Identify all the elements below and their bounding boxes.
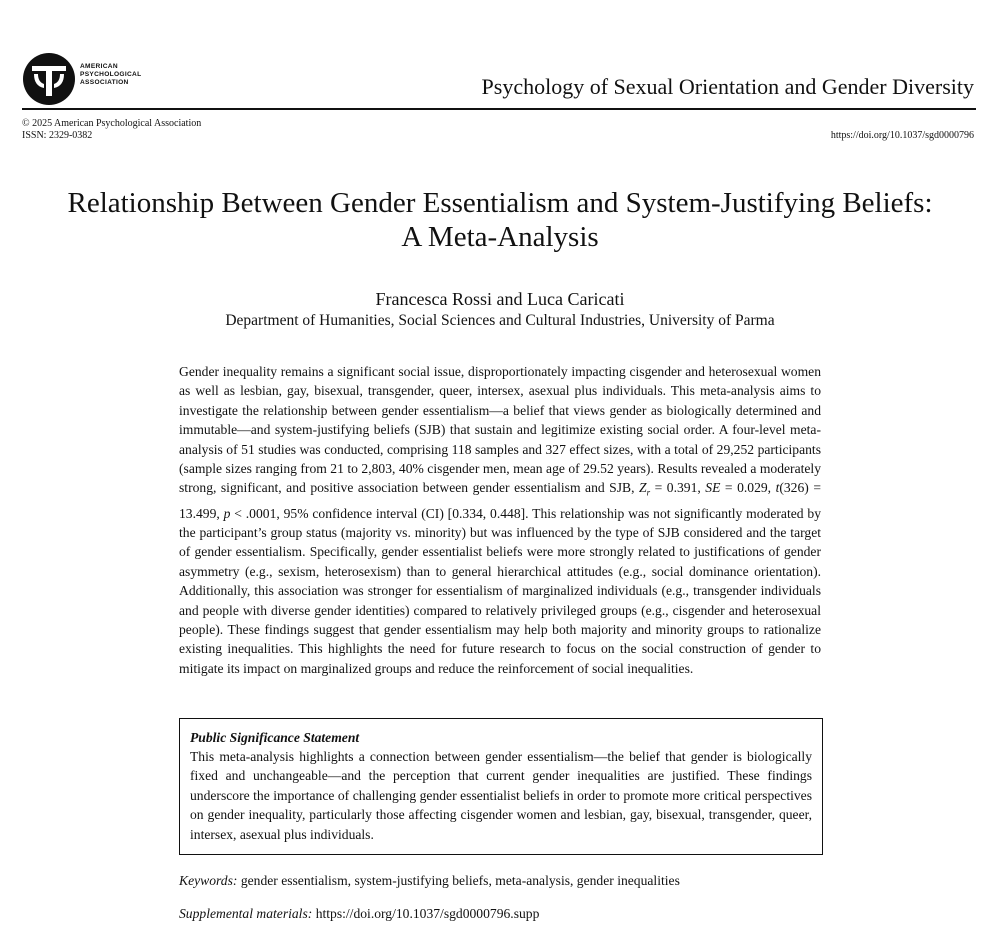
keywords-label: Keywords: <box>179 873 238 888</box>
apa-logo-icon <box>22 52 76 106</box>
stat-p-value: < .0001, 95% confidence interval (CI) [0.334, 0.448] <box>230 505 526 521</box>
public-significance-box <box>179 718 823 855</box>
stat-zr-value: = 0.391, <box>650 480 706 496</box>
stat-zr-symbol: Z <box>639 480 647 496</box>
organization-name <box>80 63 200 87</box>
abstract-text: Gender inequality remains a significant social issue, disproportionately impacting cisgender and heterosexual women as well as lesbian, gay, bisexual, transgender, queer, intersex, asexual plus individuals. This meta-analysis aims to investigate the relationship between gender essentialism—a belief that views gender as biologically determined and immutable—and system-justifying beliefs (SJB) that sustain and legitimize existing social order. A four-level meta-analysis of 51 studies was conducted, comprising 118 samples and 327 effect sizes, with a total of 29,252 participants (sample sizes ranging from 21 to 2,803, 40% cisgender men, mean age of 29.52 years). Results revealed a moderately strong, significant, and positive association between gender essentialism and SJB, <box>179 364 821 496</box>
public-significance-title: Public Significance Statement <box>190 730 360 745</box>
issn: ISSN: 2329-0382 <box>22 130 93 141</box>
affiliation: Department of Humanities, Social Sciences and Cultural Industries, University of Parma <box>225 312 775 329</box>
article-title: Relationship Between Gender Essentialism and System-Justifying Beliefs: A Meta-Analysis <box>67 187 933 253</box>
keywords-value: gender essentialism, system-justifying beliefs, meta-analysis, gender inequalities <box>240 873 680 888</box>
stat-t-value: (326) = 13.499, <box>179 480 821 521</box>
supplemental-link[interactable]: https://doi.org/10.1037/sgd0000796.supp <box>315 906 540 921</box>
abstract-text: . This relationship was not significantly moderated by the participant’s group status (majority vs. minority) but was influenced by the type of SJB considered and the target of gender essentialism. Specifically, gender essentialist beliefs were more strongly related to justifications of gender asymmetry (e.g., sexism, heterosexism) than to general hierarchical attitudes (e.g., social dominance orientation). Additionally, this association was stronger for essentialism of marginalized individuals (e.g., transgender individuals and people with diverse gender identities) compared to relatively privileged groups (e.g., cisgender and heterosexual people). These findings suggest that gender essentialism may help both majority and minority groups to rationalize existing inequalities. This highlights the need for future research to focus on the social construction of gender to mitigate its impact on marginalized groups and reduce the reinforcement of social inequalities. <box>179 505 821 676</box>
stat-se-value: = 0.029, <box>720 480 776 496</box>
stat-p-symbol: p <box>223 505 231 521</box>
abstract <box>179 362 821 678</box>
header-divider <box>22 108 976 110</box>
organization-line: ASSOCIATION <box>80 79 129 86</box>
stat-zr-subscript: r <box>646 488 651 499</box>
supplemental-materials <box>179 905 539 923</box>
public-significance-body: This meta-analysis highlights a connection between gender essentialism—the belief that gender is biologically fixed and unchangeable—and the perception that current gender inequalities are justified. These findings underscore the importance of challenging gender essentialist beliefs in order to promote more critical perspectives on gender inequality, particularly those affecting cisgender women and lesbian, gay, bisexual, transgender, queer, intersex, asexual plus individuals. <box>190 749 812 842</box>
copyright: © 2025 American Psychological Association <box>22 118 202 129</box>
authors: Francesca Rossi and Luca Caricati <box>375 289 625 309</box>
journal-title: Psychology of Sexual Orientation and Gender Diversity <box>481 74 974 99</box>
stat-t-symbol: t <box>775 480 780 496</box>
doi-link[interactable]: https://doi.org/10.1037/sgd0000796 <box>830 130 974 141</box>
supplemental-label: Supplemental materials: <box>179 906 313 921</box>
organization-line: AMERICAN <box>80 63 118 70</box>
keywords <box>179 872 680 890</box>
stat-se-symbol: SE <box>705 480 721 496</box>
organization-line: PSYCHOLOGICAL <box>80 71 142 78</box>
